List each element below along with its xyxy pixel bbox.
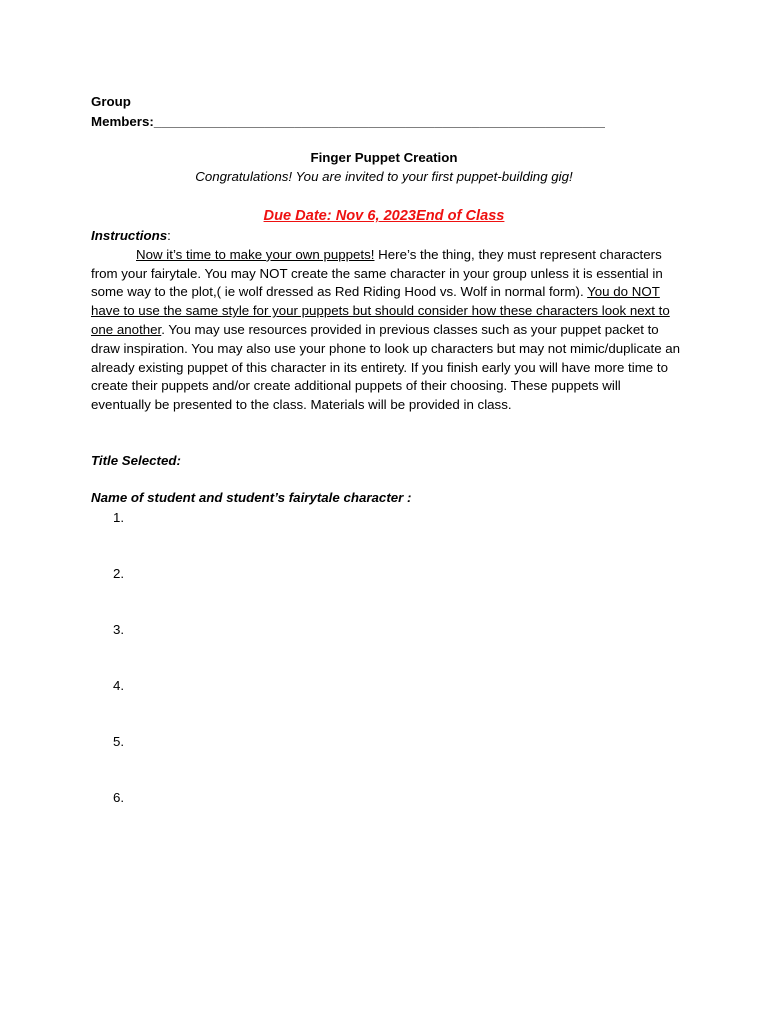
instructions-section bbox=[91, 227, 681, 415]
members-label: Members: bbox=[91, 113, 154, 129]
document-title: Finger Puppet Creation bbox=[310, 150, 458, 165]
student-list-item-4: 4. bbox=[113, 678, 125, 693]
instructions-text-1: Here’s the thing, they must represent characters from your fairytale. You may NOT create the same character in your group unless it is essential in some way to the plot,( ie wolf dressed as Red Riding Hood vs. Wolf in normal form). bbox=[91, 246, 663, 300]
due-date: Due Date: Nov 6, 2023End of Class bbox=[263, 208, 505, 224]
group-label: Group bbox=[91, 94, 131, 109]
instructions-text-2: . You may use resources provided in previous classes such as your puppet packet to draw inspiration. You may also use your phone to look up characters but may not mimic/duplicate an already existing puppet of this character in its entirety. If you finish early you will have more time to create their puppets and/or create additional puppets of their choosing. These puppets will eventually be presented to the class. Materials will be provided in class. bbox=[91, 321, 681, 413]
student-list-item-1: 1. bbox=[113, 510, 125, 525]
instructions-paragraph bbox=[91, 246, 681, 415]
student-list-item-2: 2. bbox=[113, 566, 125, 581]
instructions-intro-underlined: Now it’s time to make your own puppets! bbox=[136, 246, 375, 262]
members-blank-line: _____________________________________________________________ bbox=[153, 113, 605, 129]
student-list-item-3: 3. bbox=[113, 622, 125, 637]
student-character-heading: Name of student and student’s fairytale character : bbox=[91, 490, 412, 505]
title-selected-label: Title Selected: bbox=[91, 453, 181, 468]
instructions-style-underlined: You do NOT have to use the same style for your puppets but should consider how these characters look next to one another bbox=[91, 284, 670, 337]
student-list-item-5: 5. bbox=[113, 734, 125, 749]
instructions-colon: : bbox=[167, 228, 171, 243]
group-members-field bbox=[91, 92, 605, 131]
title-block bbox=[0, 149, 768, 186]
members-line-row bbox=[91, 112, 605, 132]
document-subtitle: Congratulations! You are invited to your first puppet-building gig! bbox=[195, 168, 573, 184]
instructions-heading bbox=[91, 227, 681, 246]
student-list-item-6: 6. bbox=[113, 790, 125, 805]
instructions-label: Instructions bbox=[91, 228, 168, 243]
